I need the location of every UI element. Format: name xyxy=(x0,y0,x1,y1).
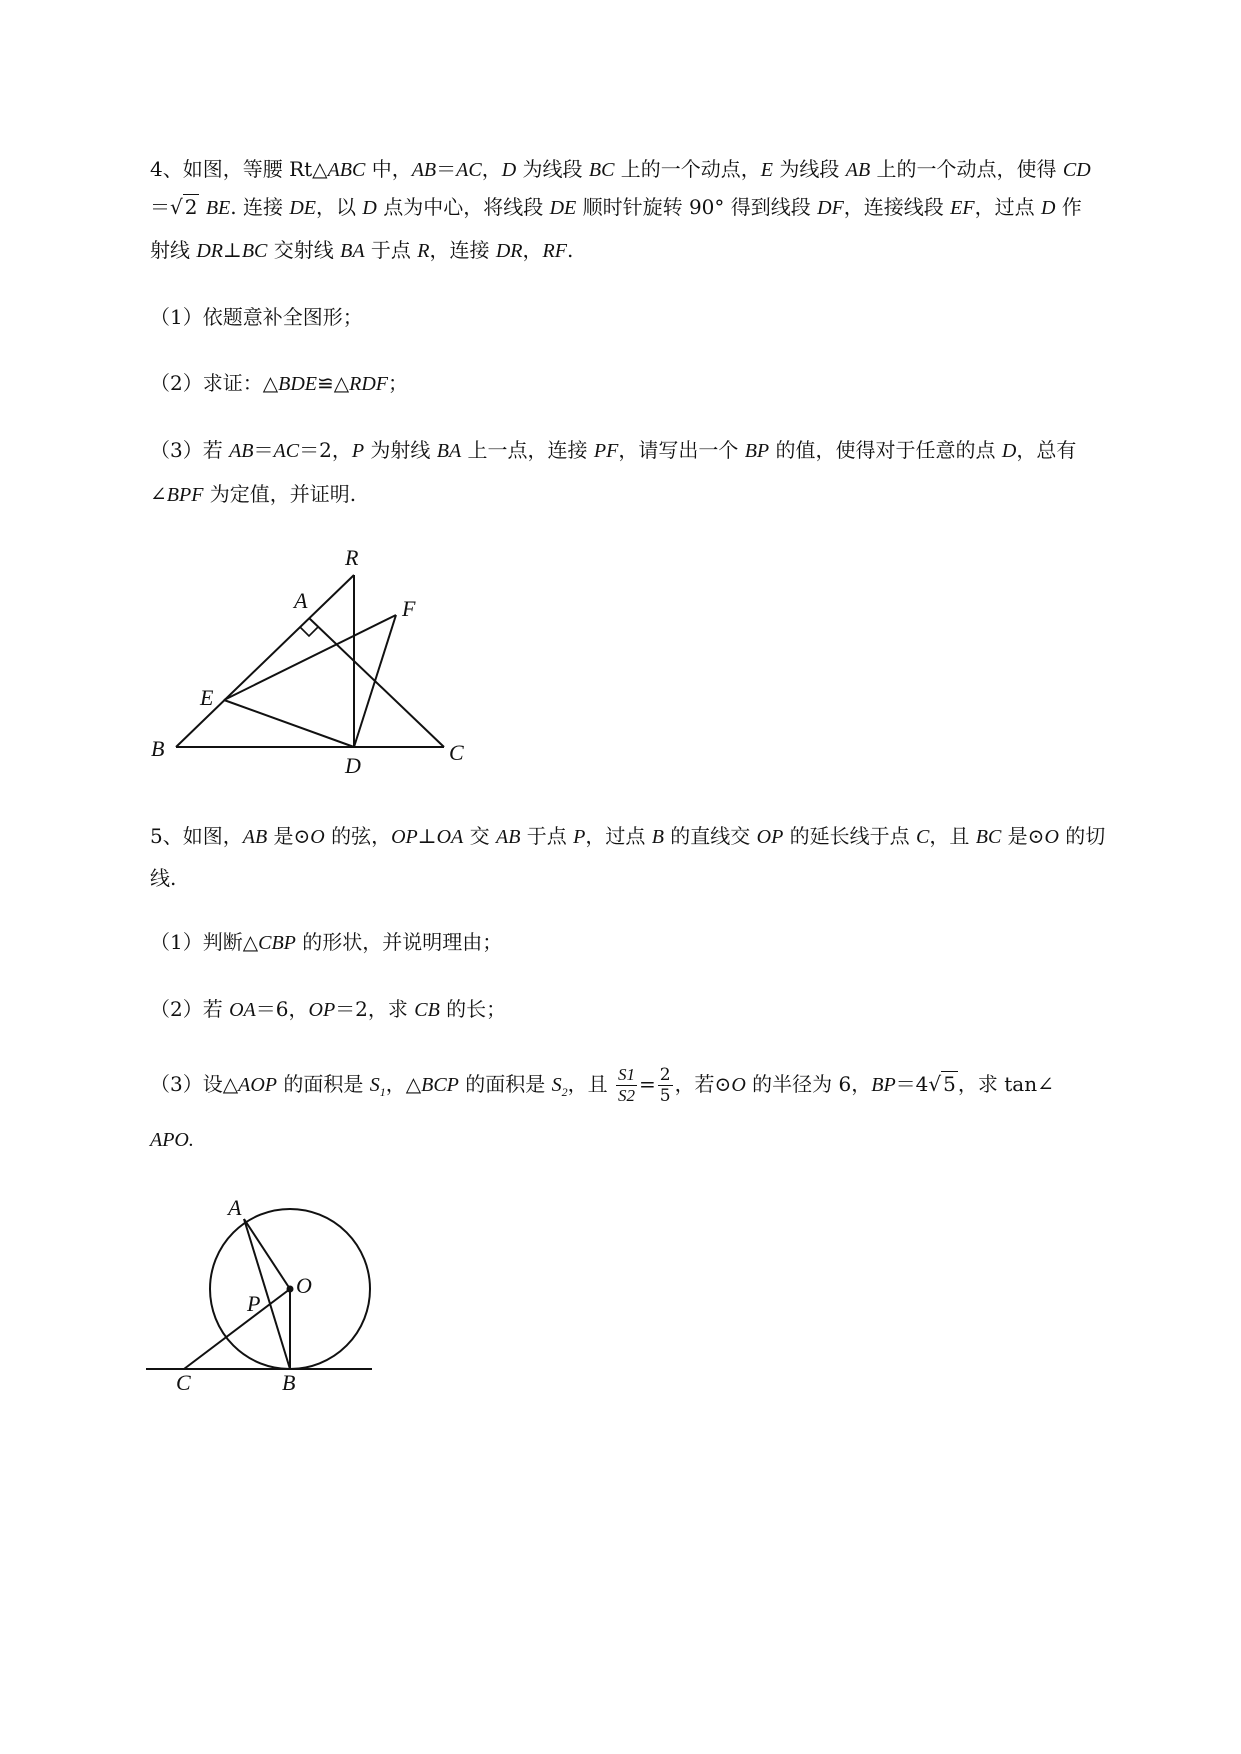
text: 1 xyxy=(379,1085,386,1099)
text: ，过点 xyxy=(974,195,1041,219)
text: ，且 xyxy=(567,1072,614,1096)
text: ∠ xyxy=(150,482,167,506)
sqrt: √ 5 xyxy=(928,1072,956,1096)
text: 的直线交 xyxy=(663,824,757,848)
text: . 连接 xyxy=(230,195,290,219)
q5-part-3-line-2 xyxy=(150,1125,194,1154)
q4-part-2 xyxy=(150,369,408,398)
text: APO. xyxy=(150,1129,194,1151)
text: BA xyxy=(436,440,462,462)
label-b: B xyxy=(151,736,165,761)
text: 为线段 xyxy=(516,157,589,181)
text: ＝ xyxy=(150,195,170,219)
text: 是⊙ xyxy=(267,824,311,848)
q4-line-1 xyxy=(150,155,1091,184)
segment-ac xyxy=(309,618,444,747)
text: AB xyxy=(411,159,437,181)
text: D xyxy=(362,197,377,219)
text: ，请写出一个 xyxy=(618,438,745,462)
text: 为射线 xyxy=(364,438,437,462)
text: 线. xyxy=(150,866,177,890)
text: AB xyxy=(242,826,268,848)
text: 上的一个动点，使得 xyxy=(870,157,1063,181)
label-a: A xyxy=(228,1195,242,1220)
q5-figure xyxy=(140,1195,380,1395)
text: 作 xyxy=(1055,195,1082,219)
text: DR xyxy=(196,240,224,262)
text: 的面积是 xyxy=(458,1072,552,1096)
text: OP xyxy=(756,826,784,848)
q4-line-2 xyxy=(150,193,1082,222)
text: ＝6， xyxy=(255,997,309,1021)
text: AB xyxy=(229,440,254,462)
text: AC xyxy=(273,440,300,462)
label-b: B xyxy=(282,1370,296,1395)
label-o: O xyxy=(296,1273,312,1298)
text: S2 xyxy=(617,1086,635,1105)
text: AOP xyxy=(238,1074,277,1096)
text: ，过点 xyxy=(585,824,652,848)
text: （3）若 xyxy=(150,438,230,462)
text: （1）判断△ xyxy=(150,930,259,954)
segment-br xyxy=(176,575,354,747)
q5-line-1 xyxy=(150,822,1105,851)
text: 的面积是 xyxy=(277,1072,370,1096)
text: 的形状，并说明理由； xyxy=(295,930,503,954)
text: S xyxy=(369,1074,380,1096)
text: B xyxy=(651,826,664,848)
text: CB xyxy=(414,999,440,1021)
text: S xyxy=(551,1074,562,1096)
text: AB xyxy=(495,826,521,848)
text: OA xyxy=(436,826,464,848)
text: AB xyxy=(845,159,871,181)
text: R xyxy=(417,240,430,262)
text: DE xyxy=(289,197,317,219)
text: ，以 xyxy=(316,195,363,219)
text: BPF xyxy=(166,484,204,506)
text: 的弦， xyxy=(324,824,392,848)
text: ； xyxy=(388,371,409,395)
text: BE xyxy=(205,197,231,219)
text: CD xyxy=(1062,159,1091,181)
text: 是⊙ xyxy=(1001,824,1045,848)
text: 中， xyxy=(365,157,412,181)
text: 5 xyxy=(659,1086,671,1106)
label-c: C xyxy=(176,1370,191,1395)
text: BCP xyxy=(421,1074,459,1096)
text: 5、如图， xyxy=(150,824,243,848)
text: ＝2， xyxy=(299,438,352,462)
segment-fd xyxy=(354,615,396,747)
text: 顺时针旋转 90° 得到线段 xyxy=(576,195,818,219)
text: 上的一个动点， xyxy=(614,157,761,181)
text: ⊥ xyxy=(417,824,437,848)
segment-ef xyxy=(224,615,396,700)
text: ，求 tan∠ xyxy=(957,1072,1054,1096)
text: PF xyxy=(593,440,619,462)
text: 射线 xyxy=(150,238,197,262)
center-dot xyxy=(288,1287,293,1292)
text: BP xyxy=(744,440,770,462)
label-c: C xyxy=(449,740,464,765)
text: 的延长线于点 xyxy=(783,824,917,848)
text: 交 xyxy=(463,824,496,848)
text: ， xyxy=(481,157,502,181)
q5-line-2 xyxy=(150,864,176,892)
label-r: R xyxy=(345,545,359,570)
text: （2）求证：△ xyxy=(150,371,279,395)
text: E xyxy=(760,159,774,181)
fraction-s1-s2 xyxy=(616,1065,637,1106)
segment-ao xyxy=(244,1219,290,1289)
q5-part-3-line-1 xyxy=(150,1065,1054,1106)
text: ＝2，求 xyxy=(335,997,415,1021)
segment-ed xyxy=(224,700,354,747)
q4-part-3-line-1 xyxy=(150,436,1076,465)
text: O xyxy=(310,826,325,848)
label-d: D xyxy=(345,753,361,778)
label-f: F xyxy=(402,596,416,621)
segment-co xyxy=(184,1289,290,1369)
text: RDF xyxy=(349,373,389,395)
text: ，若⊙ xyxy=(674,1072,732,1096)
text: OA xyxy=(229,999,256,1021)
q5-part-1 xyxy=(150,928,502,957)
text: 2 xyxy=(659,1065,671,1085)
text: BC xyxy=(241,240,268,262)
text: ＝ xyxy=(253,438,274,462)
text: ⊥ xyxy=(223,238,242,262)
q4-part-1 xyxy=(150,303,363,331)
text: 于点 xyxy=(364,238,418,262)
text: ，总有 xyxy=(1016,438,1077,462)
text: D xyxy=(501,159,517,181)
text: D xyxy=(1001,440,1017,462)
text: DE xyxy=(549,197,577,219)
text: 2 xyxy=(184,195,198,219)
text: BC xyxy=(975,826,1002,848)
label-a: A xyxy=(294,588,308,613)
text: （1）依题意补全图形； xyxy=(150,305,363,329)
text: 于点 xyxy=(520,824,574,848)
text: = xyxy=(638,1072,656,1096)
text: C xyxy=(916,826,930,848)
sqrt: √ 2 xyxy=(170,195,198,219)
text: BC xyxy=(588,159,615,181)
q4-line-3 xyxy=(150,236,573,265)
text: 点为中心，将线段 xyxy=(376,195,550,219)
q4-figure xyxy=(140,535,480,780)
label-e: E xyxy=(200,685,214,710)
text: 的半径为 6， xyxy=(745,1072,872,1096)
text: 的切 xyxy=(1058,824,1106,848)
text: . xyxy=(566,238,574,262)
text: ＝ xyxy=(436,157,457,181)
text: P xyxy=(351,440,365,462)
text: ，连接 xyxy=(429,238,496,262)
text: RF xyxy=(542,240,567,262)
text: ，△ xyxy=(385,1072,422,1096)
text: S1 xyxy=(617,1065,635,1084)
text: DR xyxy=(495,240,523,262)
text: 2 xyxy=(561,1085,568,1099)
text: AC xyxy=(456,159,482,181)
text: ， xyxy=(522,238,543,262)
text: ABC xyxy=(327,159,366,181)
text: OP xyxy=(391,826,418,848)
text: BA xyxy=(340,240,365,262)
text: （3）设△ xyxy=(150,1072,239,1096)
text: DF xyxy=(817,197,844,219)
text: 为定值，并证明. xyxy=(203,482,357,506)
text: 4、如图，等腰 Rt△ xyxy=(150,157,328,181)
text: ，且 xyxy=(929,824,976,848)
text: CBP xyxy=(258,932,296,954)
text: EF xyxy=(950,197,975,219)
label-p: P xyxy=(247,1291,261,1316)
text: （2）若 xyxy=(150,997,230,1021)
text: 交射线 xyxy=(267,238,341,262)
right-angle-mark xyxy=(300,627,318,636)
text: BP xyxy=(871,1074,896,1096)
text: P xyxy=(573,826,586,848)
text: D xyxy=(1040,197,1056,219)
text: BDE xyxy=(278,373,317,395)
text: ＝4 xyxy=(895,1072,929,1096)
text: ，连接线段 xyxy=(843,195,951,219)
text: ≌△ xyxy=(317,371,350,395)
q4-part-3-line-2 xyxy=(150,480,356,509)
text: 上一点，连接 xyxy=(461,438,594,462)
q5-part-2 xyxy=(150,995,506,1024)
text: 的长； xyxy=(439,997,507,1021)
text: O xyxy=(1044,826,1059,848)
text: 的值，使得对于任意的点 xyxy=(769,438,1002,462)
fraction-2-5 xyxy=(658,1065,673,1106)
text: 5 xyxy=(943,1072,956,1096)
text: OP xyxy=(308,999,336,1021)
text: 为线段 xyxy=(773,157,846,181)
text: O xyxy=(731,1074,746,1096)
